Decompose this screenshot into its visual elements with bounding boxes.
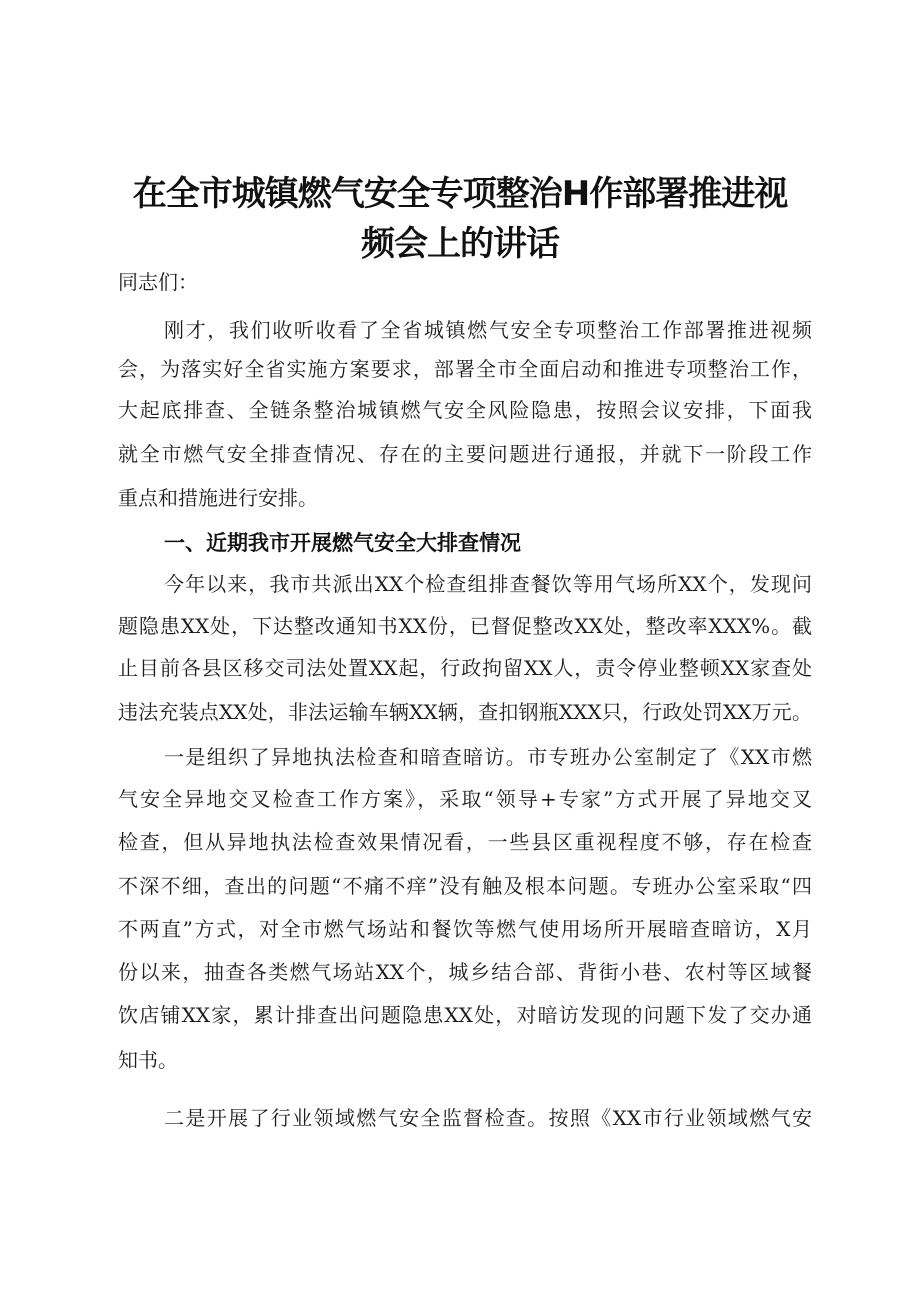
- paragraph-line: 会，为落实好全省实施方案要求，部署全市全面启动和推进专项整治工作，: [118, 357, 812, 381]
- paragraph-line: 重点和措施进行安排。: [118, 486, 318, 510]
- paragraph-line: 题隐患XX处，下达整改通知书XX份，已督促整改XX处，整改率XXX%。截: [118, 614, 812, 638]
- paragraph-line: 份以来，抽查各类燃气场站XX个，城乡结合部、背街小巷、农村等区域餐: [118, 960, 812, 984]
- paragraph-line: 气安全异地交叉检查工作方案》，采取“领导+专家”方式开展了异地交叉: [118, 787, 812, 811]
- paragraph-line: 不深不细，查出的问题“不痛不痒”没有触及根本问题。专班办公室采取“四: [118, 874, 812, 898]
- paragraph-line: 就全市燃气安全排查情况、存在的主要问题进行通报，并就下一阶段工作: [118, 442, 812, 466]
- paragraph-line: 不两直”方式，对全市燃气场站和餐饮等燃气使用场所开展暗查暗访，X月: [118, 917, 812, 941]
- paragraph-line: 知书。: [118, 1048, 178, 1072]
- document-title-line-2: 频会上的讲话: [361, 224, 559, 264]
- paragraph-line: 饮店铺XX家，累计排查出问题隐患XX处，对暗访发现的问题下发了交办通: [118, 1003, 812, 1027]
- paragraph-line: 违法充装点XX处，非法运输车辆XX辆，查扣钢瓶XXX只，行政处罚XX万元。: [118, 700, 812, 724]
- paragraph-line: 刚才，我们收听收看了全省城镇燃气安全专项整治工作部署推进视频: [164, 318, 812, 342]
- paragraph-line: 止目前各县区移交司法处置XX起，行政拘留XX人，责令停业整顿XX家查处: [118, 656, 812, 680]
- paragraph-line: 今年以来，我市共派出XX个检查组排查餐饮等用气场所XX个，发现问: [164, 572, 812, 596]
- section-heading: 一、近期我市开展燃气安全大排查情况: [164, 531, 521, 555]
- salutation: 同志们：: [118, 270, 198, 294]
- paragraph-line: 检查，但从异地执法检查效果情况看，一些县区重视程度不够，存在检查: [118, 830, 812, 854]
- document-title-line-1: 在全市城镇燃气安全专项整治H作部署推进视: [132, 174, 788, 214]
- paragraph-line: 二是开展了行业领域燃气安全监督检查。按照《XX市行业领域燃气安: [164, 1106, 812, 1130]
- paragraph-line: 一是组织了异地执法检查和暗查暗访。市专班办公室制定了《XX市燃: [164, 745, 812, 769]
- paragraph-line: 大起底排查、全链条整治城镇燃气安全风险隐患，按照会议安排，下面我: [118, 398, 812, 422]
